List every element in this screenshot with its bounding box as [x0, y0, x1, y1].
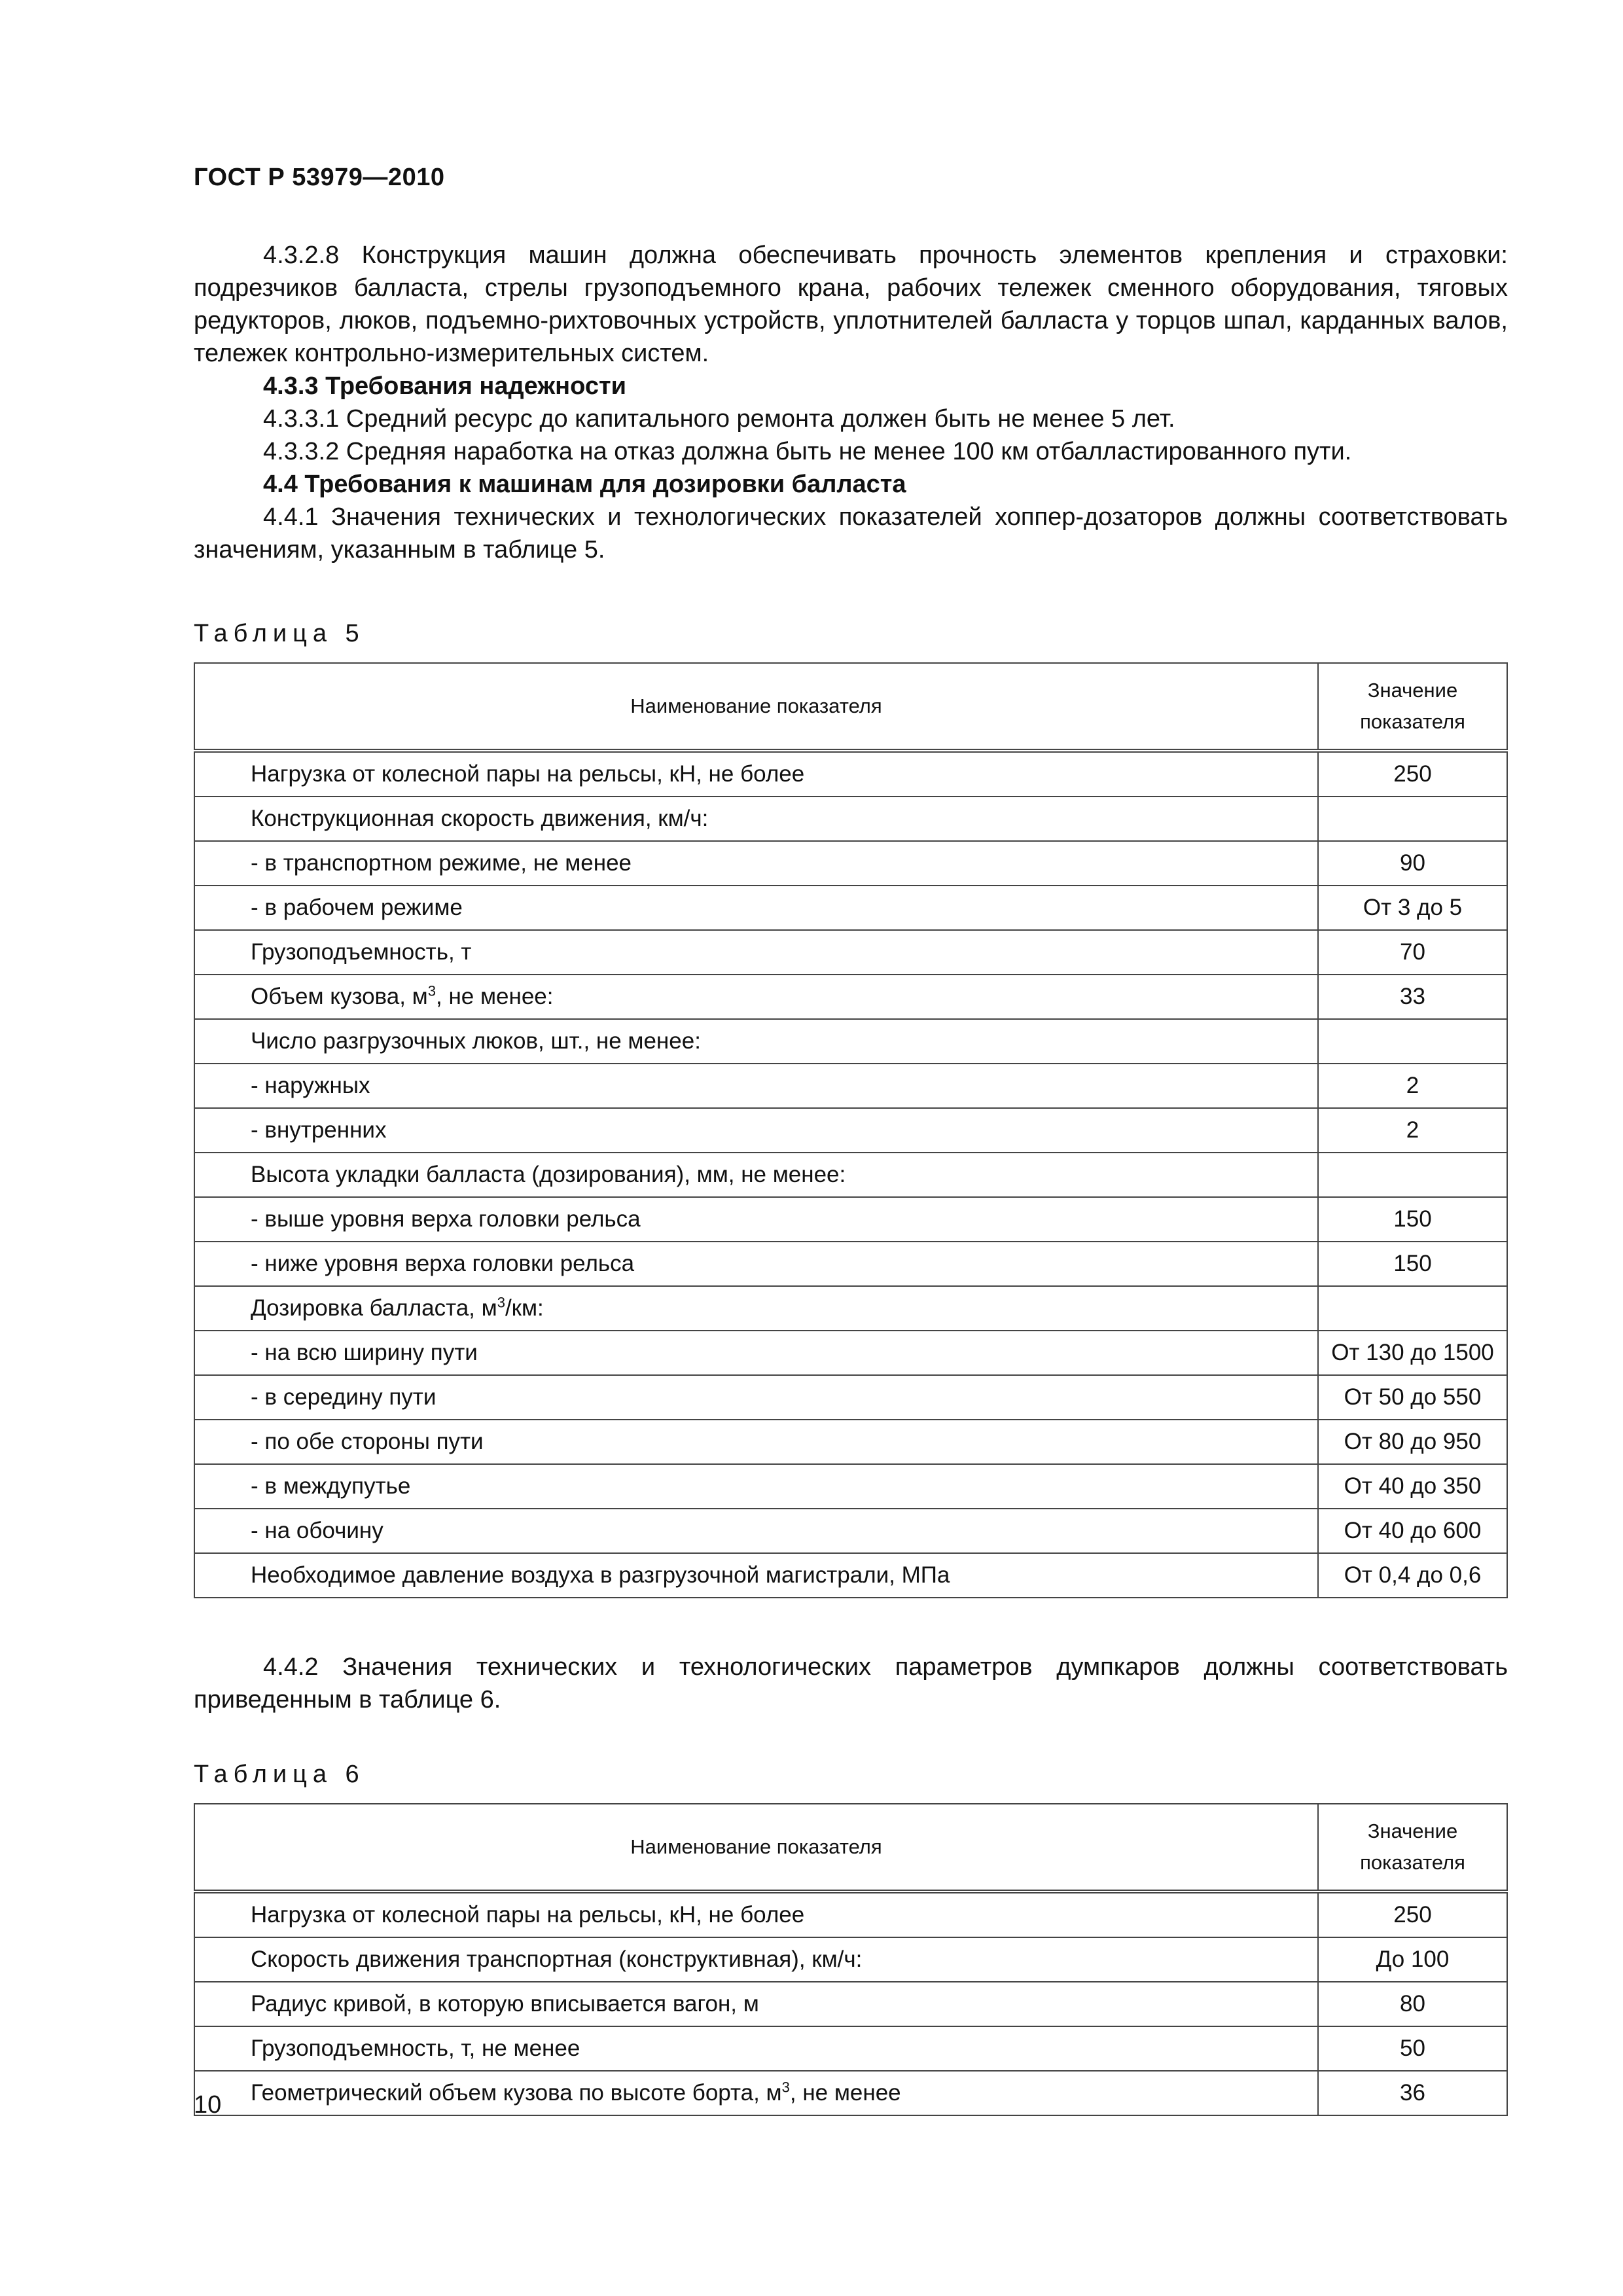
table-row: [194, 1375, 1507, 1420]
cell-indicator-name: [194, 1019, 1318, 1064]
cell-indicator-value: 150: [1318, 1242, 1507, 1286]
indicator-name-suffix: , не менее:: [436, 984, 554, 1009]
cell-indicator-name: [194, 1197, 1318, 1242]
column-header-value: [1318, 663, 1507, 751]
heading-4-4: 4.4 Требования к машинам для дозировки балласта: [263, 471, 906, 498]
table-6: [194, 1803, 1508, 2116]
table-row: [194, 2071, 1507, 2115]
cell-indicator-value: 2: [1318, 1064, 1507, 1108]
column-header-value-line2: показателя: [1360, 710, 1465, 733]
indicator-name-text: Нагрузка от колесной пары на рельсы, кН, не более: [251, 1902, 805, 1928]
table-row: [194, 1286, 1507, 1331]
table-row: [194, 886, 1507, 930]
cell-indicator-name: [194, 975, 1318, 1019]
indicator-name-text: - по обе стороны пути: [251, 1429, 484, 1454]
unit-superscript: 3: [497, 1294, 505, 1311]
indicator-name-text: Дозировка балласта, м: [251, 1295, 497, 1321]
table-6-caption: Таблица 6: [194, 1761, 365, 1788]
unit-superscript: 3: [781, 2079, 790, 2096]
cell-indicator-name: [194, 1331, 1318, 1375]
cell-indicator-name: [194, 1553, 1318, 1598]
cell-indicator-value: От 40 до 350: [1318, 1464, 1507, 1509]
cell-indicator-name: [194, 886, 1318, 930]
cell-indicator-name: [194, 1420, 1318, 1464]
page-number: 10: [194, 2091, 222, 2119]
indicator-name-text: Высота укладки балласта (дозирования), мм, не менее:: [251, 1162, 846, 1187]
cell-indicator-value: От 80 до 950: [1318, 1420, 1507, 1464]
indicator-name-text: Конструкционная скорость движения, км/ч:: [251, 806, 709, 831]
table-row: [194, 1420, 1507, 1464]
indicator-name-text: - выше уровня верха головки рельса: [251, 1206, 641, 1232]
indicator-name-suffix: /км:: [505, 1295, 544, 1321]
column-header-value-line2: показателя: [1360, 1851, 1465, 1874]
table-row: [194, 1019, 1507, 1064]
indicator-name-text: - в междупутье: [251, 1473, 411, 1499]
column-header-name: Наименование показателя: [194, 663, 1318, 751]
indicator-name-text: - наружных: [251, 1073, 370, 1098]
indicator-name-text: Число разгрузочных люков, шт., не менее:: [251, 1028, 701, 1054]
table-row: [194, 1553, 1507, 1598]
document-header: ГОСТ Р 53979—2010: [194, 164, 445, 191]
cell-indicator-name: [194, 1064, 1318, 1108]
table-row: [194, 751, 1507, 797]
column-header-value-line1: Значение: [1367, 679, 1458, 702]
table-row: [194, 1153, 1507, 1197]
paragraph-4-3-3-2: 4.3.3.2 Средняя наработка на отказ должна быть не менее 100 км отбалластированного пути.: [263, 438, 1352, 465]
indicator-name-text: Радиус кривой, в которую вписывается вагон, м: [251, 1991, 759, 2017]
indicator-name-text: - в середину пути: [251, 1384, 437, 1410]
indicator-name-text: Объем кузова, м: [251, 984, 428, 1009]
cell-indicator-name: [194, 2071, 1318, 2115]
cell-indicator-value: От 3 до 5: [1318, 886, 1507, 930]
cell-indicator-value: От 50 до 550: [1318, 1375, 1507, 1420]
cell-indicator-value: От 0,4 до 0,6: [1318, 1553, 1507, 1598]
table-row: [194, 841, 1507, 886]
cell-indicator-value: [1318, 797, 1507, 841]
cell-indicator-name: [194, 1982, 1318, 2026]
cell-indicator-value: 36: [1318, 2071, 1507, 2115]
cell-indicator-value: От 130 до 1500: [1318, 1331, 1507, 1375]
cell-indicator-name: [194, 1375, 1318, 1420]
cell-indicator-name: [194, 1509, 1318, 1553]
indicator-name-text: Скорость движения транспортная (конструктивная), км/ч:: [251, 1946, 863, 1972]
cell-indicator-value: От 40 до 600: [1318, 1509, 1507, 1553]
column-header-value-line1: Значение: [1367, 1820, 1458, 1842]
cell-indicator-value: До 100: [1318, 1937, 1507, 1982]
cell-indicator-value: [1318, 1019, 1507, 1064]
table-6-body: [194, 1892, 1507, 2115]
table-row: [194, 1509, 1507, 1553]
table-row: [194, 1108, 1507, 1153]
table-row: [194, 1197, 1507, 1242]
cell-indicator-value: 250: [1318, 751, 1507, 797]
indicator-name-text: Грузоподъемность, т: [251, 939, 472, 965]
cell-indicator-value: 2: [1318, 1108, 1507, 1153]
column-header-name: Наименование показателя: [194, 1804, 1318, 1892]
paragraph-4-3-2-8: 4.3.2.8 Конструкция машин должна обеспечивать прочность элементов крепления и страховки: подрезчиков балласта, стрелы грузоподъемного крана, рабочих тележек сменного оборудования, тяговых редукторов, люков, подъемно-рихтовочных устройств, уплотнителей балласта у торцов шпал, карданных валов, тележек контрольно-измерительных систем.: [194, 242, 1508, 367]
table-row: [194, 1331, 1507, 1375]
table-header-row: [194, 663, 1507, 751]
column-header-value: [1318, 1804, 1507, 1892]
cell-indicator-value: 33: [1318, 975, 1507, 1019]
table-row: [194, 1892, 1507, 1937]
table-row: [194, 975, 1507, 1019]
cell-indicator-name: [194, 797, 1318, 841]
cell-indicator-value: [1318, 1153, 1507, 1197]
indicator-name-text: - в рабочем режиме: [251, 895, 463, 920]
indicator-name-text: - на обочину: [251, 1518, 383, 1543]
unit-superscript: 3: [427, 982, 436, 999]
cell-indicator-name: [194, 2026, 1318, 2071]
indicator-name-text: Необходимое давление воздуха в разгрузочной магистрали, МПа: [251, 1562, 950, 1588]
paragraph-4-4-1: 4.4.1 Значения технических и технологических показателей хоппер-дозаторов должны соответствовать значениям, указанным в таблице 5.: [194, 503, 1508, 564]
cell-indicator-value: 90: [1318, 841, 1507, 886]
cell-indicator-name: [194, 1242, 1318, 1286]
table-5: [194, 662, 1508, 1598]
indicator-name-text: - внутренних: [251, 1117, 387, 1143]
paragraph-4-3-3-1: 4.3.3.1 Средний ресурс до капитального ремонта должен быть не менее 5 лет.: [263, 405, 1175, 433]
cell-indicator-value: [1318, 1286, 1507, 1331]
indicator-name-text: Нагрузка от колесной пары на рельсы, кН, не более: [251, 761, 805, 787]
indicator-name-text: Грузоподъемность, т, не менее: [251, 2036, 580, 2061]
table-row: [194, 1064, 1507, 1108]
cell-indicator-value: 150: [1318, 1197, 1507, 1242]
cell-indicator-name: [194, 1108, 1318, 1153]
cell-indicator-name: [194, 1937, 1318, 1982]
table-row: [194, 930, 1507, 975]
table-5-body: [194, 751, 1507, 1598]
indicator-name-text: - на всю ширину пути: [251, 1340, 478, 1365]
cell-indicator-value: 80: [1318, 1982, 1507, 2026]
document-page: [194, 164, 1508, 2116]
indicator-name-suffix: , не менее: [789, 2080, 901, 2106]
table-row: [194, 1937, 1507, 1982]
indicator-name-text: - в транспортном режиме, не менее: [251, 850, 632, 876]
heading-4-3-3: 4.3.3 Требования надежности: [263, 372, 626, 400]
table-row: [194, 1464, 1507, 1509]
table-5-caption: Таблица 5: [194, 620, 365, 647]
cell-indicator-name: [194, 1153, 1318, 1197]
table-row: [194, 2026, 1507, 2071]
cell-indicator-name: [194, 1286, 1318, 1331]
table-row: [194, 797, 1507, 841]
cell-indicator-name: [194, 1892, 1318, 1937]
cell-indicator-name: [194, 930, 1318, 975]
cell-indicator-value: 50: [1318, 2026, 1507, 2071]
cell-indicator-name: [194, 841, 1318, 886]
table-row: [194, 1242, 1507, 1286]
cell-indicator-value: 70: [1318, 930, 1507, 975]
indicator-name-text: Геометрический объем кузова по высоте борта, м: [251, 2080, 782, 2106]
cell-indicator-name: [194, 1464, 1318, 1509]
paragraph-4-4-2: 4.4.2 Значения технических и технологических параметров думпкаров должны соответствовать приведенным в таблице 6.: [194, 1653, 1508, 1713]
table-row: [194, 1982, 1507, 2026]
table-header-row: [194, 1804, 1507, 1892]
cell-indicator-value: 250: [1318, 1892, 1507, 1937]
cell-indicator-name: [194, 751, 1318, 797]
indicator-name-text: - ниже уровня верха головки рельса: [251, 1251, 635, 1276]
